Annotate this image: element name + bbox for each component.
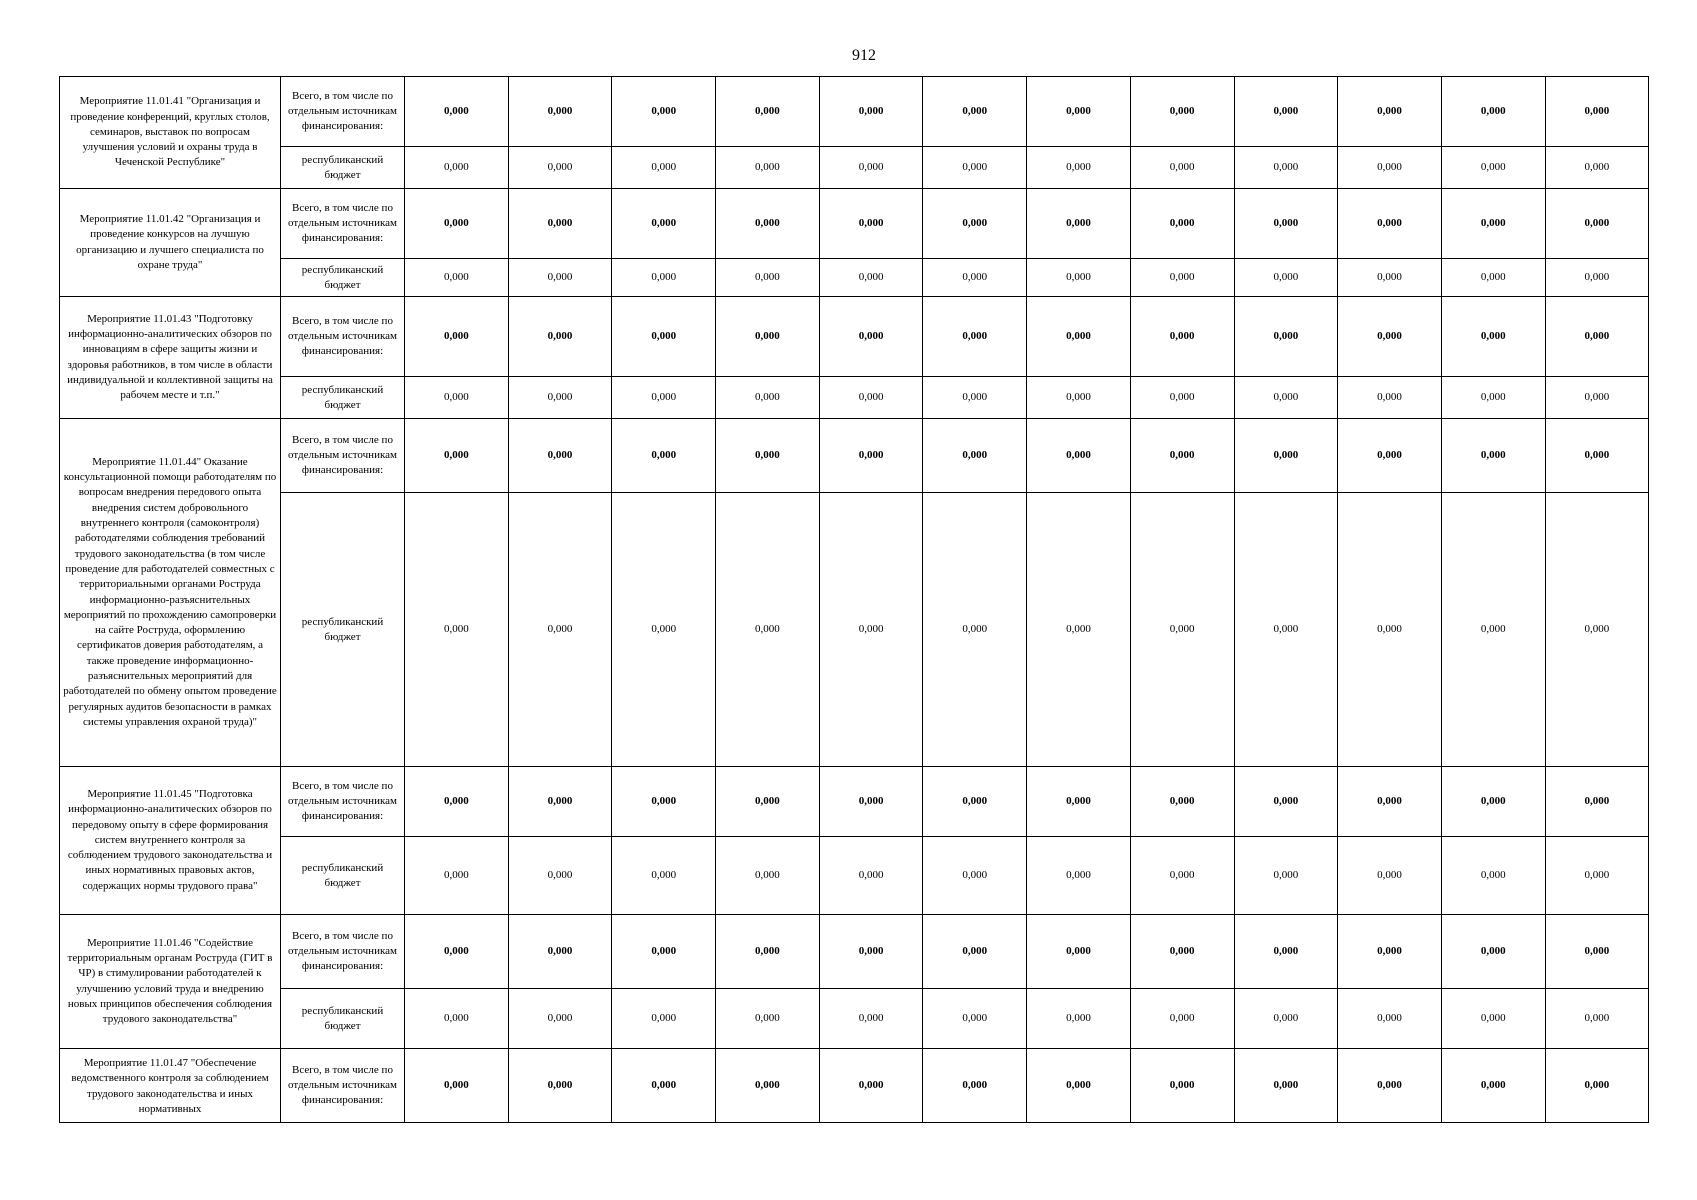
budget-value-cell: 0,000 [1027, 147, 1131, 189]
budget-value-cell: 0,000 [1130, 377, 1234, 419]
total-value-cell: 0,000 [1441, 767, 1545, 837]
total-value-cell: 0,000 [612, 767, 716, 837]
budget-value-cell: 0,000 [1338, 837, 1442, 915]
budget-value-cell: 0,000 [405, 837, 509, 915]
budget-value-cell: 0,000 [1027, 493, 1131, 767]
budget-value-cell: 0,000 [508, 837, 612, 915]
budget-value-cell: 0,000 [612, 493, 716, 767]
total-value-cell: 0,000 [716, 767, 820, 837]
total-value-cell: 0,000 [1545, 915, 1649, 989]
total-value-cell: 0,000 [716, 419, 820, 493]
budget-value-cell: 0,000 [716, 837, 820, 915]
total-value-cell: 0,000 [1130, 1049, 1234, 1123]
measure-name: Мероприятие 11.01.42 "Организация и проведение конкурсов на лучшую организацию и лучшего специалиста по охране труда" [60, 189, 281, 297]
total-value-cell: 0,000 [1338, 297, 1442, 377]
total-value-cell: 0,000 [1545, 1049, 1649, 1123]
total-value-cell: 0,000 [1338, 1049, 1442, 1123]
measure-name: Мероприятие 11.01.45 "Подготовка информационно-аналитических обзоров по передовому опыту в сфере формирования систем внутреннего контроля за соблюдением трудового законодательства и иных нормативных правовых актов, содержащих нормы трудового права" [60, 767, 281, 915]
total-value-cell: 0,000 [716, 915, 820, 989]
budget-value-cell: 0,000 [1338, 147, 1442, 189]
budget-value-cell: 0,000 [716, 377, 820, 419]
budget-value-cell: 0,000 [1545, 989, 1649, 1049]
budget-value-cell: 0,000 [716, 493, 820, 767]
total-value-cell: 0,000 [1441, 419, 1545, 493]
budget-value-cell: 0,000 [819, 377, 923, 419]
source-label-total: Всего, в том числе по отдельным источникам финансирования: [281, 189, 405, 259]
total-value-cell: 0,000 [508, 767, 612, 837]
source-label-total: Всего, в том числе по отдельным источникам финансирования: [281, 1049, 405, 1123]
total-value-cell: 0,000 [923, 297, 1027, 377]
budget-value-cell: 0,000 [1130, 147, 1234, 189]
total-value-cell: 0,000 [1027, 419, 1131, 493]
budget-value-cell: 0,000 [1545, 147, 1649, 189]
total-value-cell: 0,000 [1027, 297, 1131, 377]
budget-value-cell: 0,000 [1338, 377, 1442, 419]
measure-budget-row [60, 259, 1649, 297]
source-label-total: Всего, в том числе по отдельным источникам финансирования: [281, 767, 405, 837]
total-value-cell: 0,000 [1234, 77, 1338, 147]
total-value-cell: 0,000 [1338, 77, 1442, 147]
budget-value-cell: 0,000 [405, 377, 509, 419]
budget-value-cell: 0,000 [508, 377, 612, 419]
budget-value-cell: 0,000 [612, 989, 716, 1049]
budget-value-cell: 0,000 [1234, 837, 1338, 915]
total-value-cell: 0,000 [405, 767, 509, 837]
measure-name [60, 1049, 281, 1123]
measure-total-row [60, 189, 1649, 259]
total-value-cell: 0,000 [1234, 1049, 1338, 1123]
budget-value-cell: 0,000 [612, 377, 716, 419]
source-label-budget: республиканский бюджет [281, 989, 405, 1049]
budget-value-cell: 0,000 [1545, 377, 1649, 419]
total-value-cell: 0,000 [1027, 1049, 1131, 1123]
total-value-cell: 0,000 [819, 77, 923, 147]
measure-budget-row [60, 147, 1649, 189]
budget-value-cell: 0,000 [1234, 989, 1338, 1049]
budget-value-cell: 0,000 [1441, 147, 1545, 189]
total-value-cell: 0,000 [508, 297, 612, 377]
total-value-cell: 0,000 [1441, 1049, 1545, 1123]
budget-value-cell: 0,000 [1130, 493, 1234, 767]
total-value-cell: 0,000 [405, 419, 509, 493]
total-value-cell: 0,000 [716, 1049, 820, 1123]
total-value-cell: 0,000 [1130, 189, 1234, 259]
measure-budget-row [60, 837, 1649, 915]
budget-value-cell: 0,000 [923, 147, 1027, 189]
total-value-cell: 0,000 [612, 1049, 716, 1123]
total-value-cell: 0,000 [405, 915, 509, 989]
budget-value-cell: 0,000 [1338, 493, 1442, 767]
total-value-cell: 0,000 [405, 297, 509, 377]
budget-value-cell: 0,000 [508, 147, 612, 189]
total-value-cell: 0,000 [1545, 419, 1649, 493]
budget-value-cell: 0,000 [923, 837, 1027, 915]
budget-value-cell: 0,000 [508, 259, 612, 297]
measure-budget-row [60, 377, 1649, 419]
budget-value-cell: 0,000 [612, 147, 716, 189]
financing-table-body [60, 77, 1649, 1123]
budget-value-cell: 0,000 [716, 989, 820, 1049]
budget-value-cell: 0,000 [1027, 989, 1131, 1049]
source-label-total: Всего, в том числе по отдельным источникам финансирования: [281, 419, 405, 493]
source-label-budget: республиканский бюджет [281, 259, 405, 297]
budget-value-cell: 0,000 [612, 837, 716, 915]
budget-value-cell: 0,000 [923, 377, 1027, 419]
total-value-cell: 0,000 [508, 1049, 612, 1123]
total-value-cell: 0,000 [1234, 297, 1338, 377]
budget-value-cell: 0,000 [1338, 259, 1442, 297]
total-value-cell: 0,000 [1130, 915, 1234, 989]
total-value-cell: 0,000 [923, 1049, 1027, 1123]
total-value-cell: 0,000 [1130, 77, 1234, 147]
budget-value-cell: 0,000 [1234, 147, 1338, 189]
total-value-cell: 0,000 [1545, 297, 1649, 377]
total-value-cell: 0,000 [923, 189, 1027, 259]
total-value-cell: 0,000 [716, 77, 820, 147]
total-value-cell: 0,000 [1027, 915, 1131, 989]
total-value-cell: 0,000 [1338, 189, 1442, 259]
total-value-cell: 0,000 [1234, 419, 1338, 493]
budget-value-cell: 0,000 [1130, 259, 1234, 297]
budget-value-cell: 0,000 [923, 259, 1027, 297]
budget-value-cell: 0,000 [1545, 493, 1649, 767]
budget-value-cell: 0,000 [405, 147, 509, 189]
budget-value-cell: 0,000 [716, 147, 820, 189]
total-value-cell: 0,000 [1027, 189, 1131, 259]
total-value-cell: 0,000 [819, 419, 923, 493]
measure-total-row [60, 1049, 1649, 1123]
total-value-cell: 0,000 [405, 189, 509, 259]
total-value-cell: 0,000 [819, 189, 923, 259]
total-value-cell: 0,000 [1441, 915, 1545, 989]
measure-name: Мероприятие 11.01.43 "Подготовку информационно-аналитических обзоров по инновациям в сфере защиты жизни и здоровья работников, в том числе в области индивидуальной и коллективной защиты на рабочем месте и т.п." [60, 297, 281, 419]
total-value-cell: 0,000 [508, 77, 612, 147]
financing-table [59, 76, 1649, 1123]
total-value-cell: 0,000 [405, 77, 509, 147]
measure-total-row [60, 419, 1649, 493]
total-value-cell: 0,000 [508, 419, 612, 493]
budget-value-cell: 0,000 [1545, 837, 1649, 915]
budget-value-cell: 0,000 [819, 493, 923, 767]
source-label-budget: республиканский бюджет [281, 837, 405, 915]
measure-name: Мероприятие 11.01.46 "Содействие территориальным органам Роструда (ГИТ в ЧР) в стимулировании работодателей к улучшению условий труда и внедрению новых принципов обеспечения соблюдения трудового законодательства" [60, 915, 281, 1049]
measure-name: Мероприятие 11.01.41 "Организация и проведение конференций, круглых столов, семинаров, выставок по вопросам улучшения условий и охраны труда в Чеченской Республике" [60, 77, 281, 189]
total-value-cell: 0,000 [1545, 189, 1649, 259]
total-value-cell: 0,000 [716, 297, 820, 377]
total-value-cell: 0,000 [1338, 915, 1442, 989]
total-value-cell: 0,000 [1441, 77, 1545, 147]
source-label-total: Всего, в том числе по отдельным источникам финансирования: [281, 297, 405, 377]
budget-value-cell: 0,000 [1441, 377, 1545, 419]
total-value-cell: 0,000 [819, 915, 923, 989]
budget-value-cell: 0,000 [819, 259, 923, 297]
total-value-cell: 0,000 [1234, 915, 1338, 989]
budget-value-cell: 0,000 [1130, 989, 1234, 1049]
measure-total-row [60, 297, 1649, 377]
source-label-total: Всего, в том числе по отдельным источникам финансирования: [281, 77, 405, 147]
total-value-cell: 0,000 [819, 1049, 923, 1123]
page-number: 912 [852, 47, 876, 64]
total-value-cell: 0,000 [923, 77, 1027, 147]
budget-value-cell: 0,000 [1441, 259, 1545, 297]
budget-value-cell: 0,000 [405, 259, 509, 297]
total-value-cell: 0,000 [612, 297, 716, 377]
source-label-budget: республиканский бюджет [281, 147, 405, 189]
source-label-budget: республиканский бюджет [281, 493, 405, 767]
total-value-cell: 0,000 [405, 1049, 509, 1123]
total-value-cell: 0,000 [1027, 767, 1131, 837]
budget-value-cell: 0,000 [612, 259, 716, 297]
budget-value-cell: 0,000 [508, 989, 612, 1049]
budget-value-cell: 0,000 [1234, 493, 1338, 767]
budget-value-cell: 0,000 [716, 259, 820, 297]
budget-value-cell: 0,000 [923, 493, 1027, 767]
total-value-cell: 0,000 [1338, 419, 1442, 493]
budget-value-cell: 0,000 [1338, 989, 1442, 1049]
total-value-cell: 0,000 [508, 915, 612, 989]
budget-value-cell: 0,000 [819, 837, 923, 915]
budget-value-cell: 0,000 [1027, 377, 1131, 419]
budget-value-cell: 0,000 [1545, 259, 1649, 297]
total-value-cell: 0,000 [612, 915, 716, 989]
total-value-cell: 0,000 [612, 77, 716, 147]
total-value-cell: 0,000 [1234, 767, 1338, 837]
budget-value-cell: 0,000 [1130, 837, 1234, 915]
total-value-cell: 0,000 [612, 419, 716, 493]
budget-value-cell: 0,000 [405, 989, 509, 1049]
measure-name: Мероприятие 11.01.44" Оказание консультационной помощи работодателям по вопросам внедрения передового опыта внедрения систем добровольного внутреннего контроля (самоконтроля) работодателями соблюдения требований трудового законодательства (в том числе проведение для работодателей совместных с территориальными органами Роструда информационно-разъяснительных мероприятий по прохождению самопроверки на сайте Роструда, оформлению сертификатов доверия работодателям, а также проведение информационно-разъяснительных мероприятий для работодателей по обмену опытом проведение регулярных аудитов безопасности в рамках системы управления охраной труда)" [60, 419, 281, 767]
budget-value-cell: 0,000 [508, 493, 612, 767]
measure-budget-row [60, 493, 1649, 767]
total-value-cell: 0,000 [1441, 297, 1545, 377]
total-value-cell: 0,000 [1027, 77, 1131, 147]
budget-value-cell: 0,000 [1027, 259, 1131, 297]
measure-total-row [60, 77, 1649, 147]
measure-name-text: Мероприятие 11.01.47 "Обеспечение ведомственного контроля за соблюдением трудового законодательства и иных нормативных [71, 1057, 269, 1115]
total-value-cell: 0,000 [923, 767, 1027, 837]
total-value-cell: 0,000 [923, 419, 1027, 493]
measure-budget-row [60, 989, 1649, 1049]
total-value-cell: 0,000 [1545, 77, 1649, 147]
total-value-cell: 0,000 [508, 189, 612, 259]
budget-value-cell: 0,000 [923, 989, 1027, 1049]
total-value-cell: 0,000 [923, 915, 1027, 989]
budget-value-cell: 0,000 [1234, 377, 1338, 419]
total-value-cell: 0,000 [1545, 767, 1649, 837]
total-value-cell: 0,000 [612, 189, 716, 259]
budget-value-cell: 0,000 [1441, 493, 1545, 767]
budget-value-cell: 0,000 [1027, 837, 1131, 915]
measure-total-row [60, 915, 1649, 989]
budget-value-cell: 0,000 [1441, 837, 1545, 915]
total-value-cell: 0,000 [1130, 419, 1234, 493]
budget-value-cell: 0,000 [819, 989, 923, 1049]
budget-value-cell: 0,000 [1234, 259, 1338, 297]
budget-value-cell: 0,000 [405, 493, 509, 767]
source-label-budget: республиканский бюджет [281, 377, 405, 419]
total-value-cell: 0,000 [819, 297, 923, 377]
budget-value-cell: 0,000 [1441, 989, 1545, 1049]
total-value-cell: 0,000 [1130, 297, 1234, 377]
total-value-cell: 0,000 [1338, 767, 1442, 837]
measure-total-row [60, 767, 1649, 837]
source-label-total: Всего, в том числе по отдельным источникам финансирования: [281, 915, 405, 989]
budget-value-cell: 0,000 [819, 147, 923, 189]
total-value-cell: 0,000 [1234, 189, 1338, 259]
total-value-cell: 0,000 [819, 767, 923, 837]
total-value-cell: 0,000 [1441, 189, 1545, 259]
total-value-cell: 0,000 [1130, 767, 1234, 837]
total-value-cell: 0,000 [716, 189, 820, 259]
